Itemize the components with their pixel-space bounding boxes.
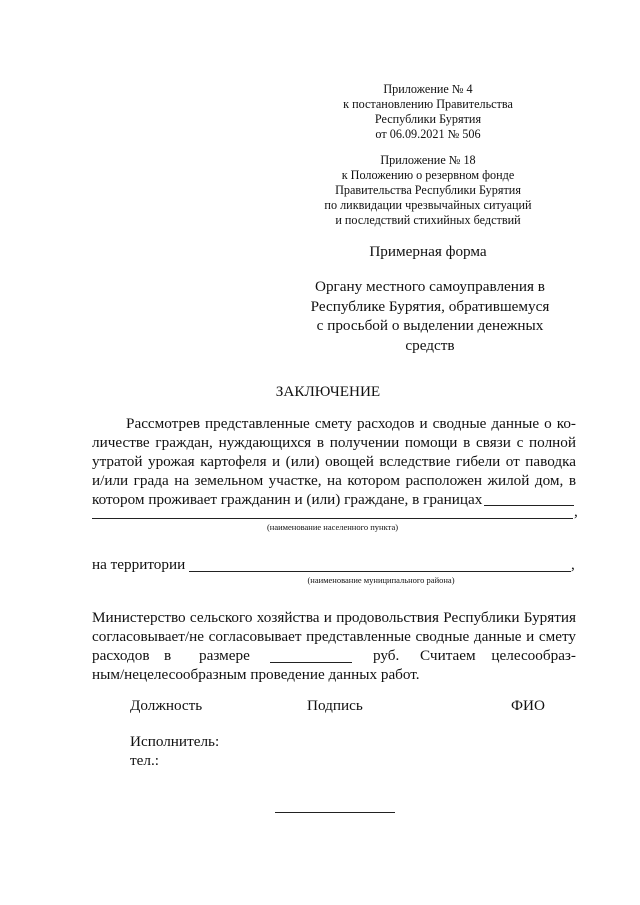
territory-label: на территории	[92, 556, 186, 573]
annex-line: от 06.09.2021 № 506	[375, 127, 481, 141]
addressee-line: средств	[405, 336, 455, 354]
bottom-separator	[275, 812, 395, 813]
word: размере	[199, 647, 250, 664]
word: руб.	[373, 647, 400, 664]
paragraph-line: котором проживает гражданин и (или) граждане, в границах	[92, 491, 483, 508]
addressee-block	[305, 277, 555, 355]
document-title: ЗАКЛЮЧЕНИЕ	[275, 383, 381, 400]
paragraph-line: утратой урожая картофеля и (или) овощей вследствие гибели от паводка	[92, 453, 576, 470]
word: целесообраз-	[491, 647, 576, 664]
settlement-blank-tail	[484, 505, 574, 506]
full-name-label: ФИО	[511, 697, 545, 714]
paragraph2-line: ным/нецелесообразным проведение данных работ.	[92, 666, 420, 683]
annex-line: Республики Бурятия	[374, 112, 482, 126]
district-caption: (наименование муниципального района)	[307, 575, 455, 585]
annex-line: и последствий стихийных бедствий	[335, 213, 521, 227]
word: расходов	[92, 647, 150, 664]
paragraph-line: личестве граждан, нуждающихся в получении помощи в связи с полной	[92, 434, 576, 451]
district-comma: ,	[571, 556, 575, 573]
position-label: Должность	[130, 697, 203, 714]
form-label: Примерная форма	[369, 243, 487, 260]
paragraph2-line3	[92, 647, 576, 666]
annex-line: Приложение № 18	[380, 153, 476, 167]
annex-line: Приложение № 4	[383, 82, 473, 96]
settlement-comma: ,	[574, 503, 578, 520]
annex-line: к постановлению Правительства	[343, 97, 513, 111]
amount-blank-line	[270, 662, 352, 663]
settlement-caption: (наименование населенного пункта)	[266, 522, 399, 532]
addressee-line: Республике Бурятия, обратившемуся	[310, 297, 550, 315]
paragraph2-line: согласовывает/не согласовывает представленные сводные данные и смету	[92, 628, 576, 645]
annex-18-header	[300, 153, 556, 228]
word: Считаем	[420, 647, 476, 664]
addressee-line: Органу местного самоуправления в	[315, 278, 545, 295]
paragraph-line: Рассмотрев представленные смету расходов и сводные данные о ко-	[126, 415, 576, 432]
annex-4-header	[300, 82, 556, 142]
phone-label: тел.:	[130, 752, 159, 769]
signature-label: Подпись	[307, 697, 363, 714]
addressee-line: с просьбой о выделении денежных	[316, 317, 544, 334]
settlement-blank-line	[92, 518, 573, 519]
executor-label: Исполнитель:	[130, 733, 220, 750]
paragraph2-line: Министерство сельского хозяйства и продовольствия Республики Бурятия	[92, 609, 576, 626]
annex-line: к Положению о резервном фонде	[341, 168, 515, 182]
annex-line: по ликвидации чрезвычайных ситуаций	[324, 198, 532, 212]
annex-line: Правительства Республики Бурятия	[335, 183, 521, 197]
district-blank-line	[189, 571, 571, 572]
paragraph-line: и/или града на земельном участке, на котором расположен жилой дом, в	[92, 472, 576, 489]
word: в	[164, 647, 172, 664]
